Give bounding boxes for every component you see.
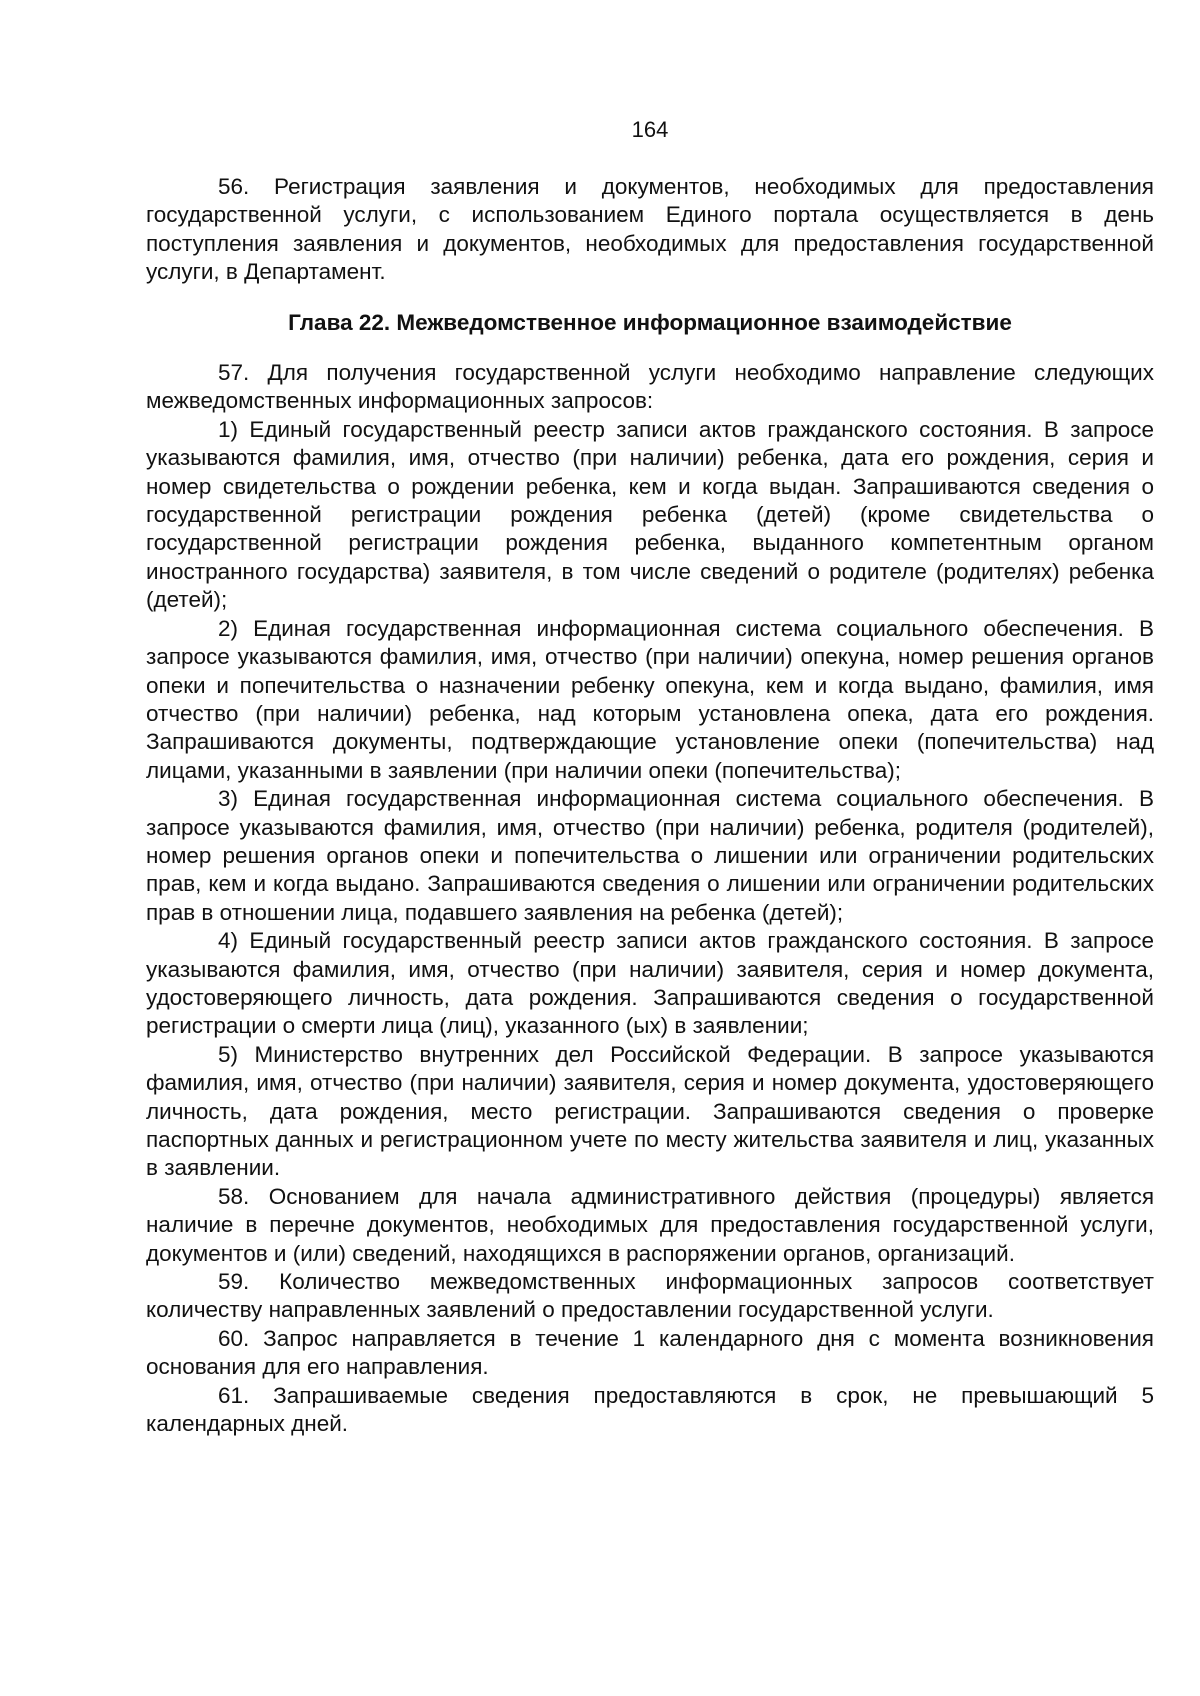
- paragraph-57: 57. Для получения государственной услуги необходимо направление следующих межведомственных информационных запросов:: [146, 360, 1154, 414]
- page-number: 164: [631, 117, 669, 142]
- chapter-heading: Глава 22. Межведомственное информационное взаимодействие: [288, 309, 1012, 335]
- paragraph-57-item-4: 4) Единый государственный реестр записи актов гражданского состояния. В запросе указываются фамилия, имя, отчество (при наличии) заявителя, серия и номер документа, удостоверяющего личность, дата рождения. Запрашиваются сведения о государственной регистрации о смерти лица (лиц), указанного (ых) в заявлении;: [146, 928, 1154, 1039]
- document-body: [146, 173, 1154, 1438]
- paragraph-60: 60. Запрос направляется в течение 1 календарного дня с момента возникновения основания для его направления.: [146, 1325, 1154, 1380]
- paragraph-57-item-1: 1) Единый государственный реестр записи актов гражданского состояния. В запросе указываются фамилия, имя, отчество (при наличии) ребенка, дата его рождения, серия и номер свидетельства о рождении ребенка, кем и когда выдан. Запрашиваются сведения о государственной регистрации рождения ребенка (детей) (кроме свидетельства о государственной регистрации рождения ребенка, выданного компетентным органом иностранного государства) заявителя, в том числе сведений о родителе (родителях) ребенка (детей);: [146, 416, 1154, 613]
- paragraph-57-item-2: 2) Единая государственная информационная система социального обеспечения. В запросе указываются фамилия, имя, отчество (при наличии) опекуна, номер решения органов опеки и попечительства о назначении ребенку опекуна, кем и когда выдано, фамилия, имя отчество (при наличии) ребенка, над которым установлена опека, дата его рождения. Запрашиваются документы, подтверждающие установление опеки (попечительства) над лицами, указанными в заявлении (при наличии опеки (попечительства);: [146, 615, 1154, 783]
- paragraph-58: 58. Основанием для начала административного действия (процедуры) является наличие в перечне документов, необходимых для предоставления государственной услуги, документов и (или) сведений, находящихся в распоряжении органов, организаций.: [146, 1183, 1154, 1266]
- paragraph-57-item-3: 3) Единая государственная информационная система социального обеспечения. В запросе указываются фамилия, имя, отчество (при наличии) ребенка, родителя (родителей), номер решения органов опеки и попечительства о лишении или ограничении родительских прав, кем и когда выдано. Запрашиваются сведения о лишении или ограничении родительских прав в отношении лица, подавшего заявления на ребенка (детей);: [146, 786, 1154, 925]
- paragraph-56: 56. Регистрация заявления и документов, необходимых для предоставления государственной услуги, с использованием Единого портала осуществляется в день поступления заявления и документов, необходимых для предоставления государственной услуги, в Департамент.: [146, 174, 1154, 285]
- paragraph-61: 61. Запрашиваемые сведения предоставляются в срок, не превышающий 5 календарных дней.: [146, 1382, 1154, 1437]
- paragraph-59: 59. Количество межведомственных информационных запросов соответствует количеству направленных заявлений о предоставлении государственной услуги.: [146, 1269, 1154, 1323]
- paragraph-57-item-5: 5) Министерство внутренних дел Российской Федерации. В запросе указываются фамилия, имя, отчество (при наличии) заявителя, серия и номер документа, удостоверяющего личность, дата рождения, место регистрации. Запрашиваются сведения о проверке паспортных данных и регистрационном учете по месту жительства заявителя и лиц, указанных в заявлении.: [146, 1041, 1154, 1181]
